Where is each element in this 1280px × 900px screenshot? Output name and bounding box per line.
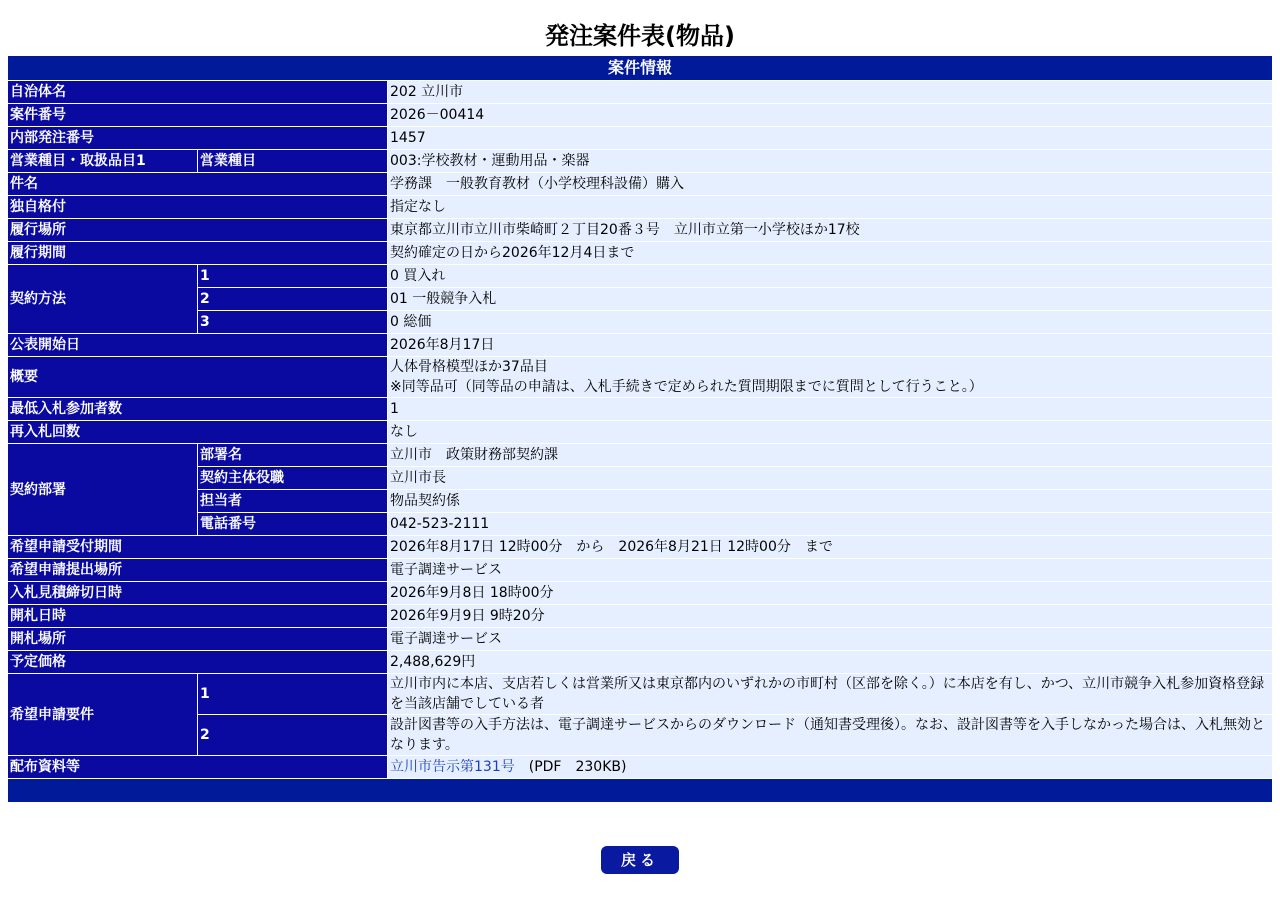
busho-value-3: 物品契約係 <box>388 490 1273 513</box>
value-jichitai: 202 立川市 <box>388 81 1273 104</box>
label-jichitai: 自治体名 <box>8 81 388 104</box>
value-gaiyo <box>388 357 1273 398</box>
label-kaisatsu-place: 開札場所 <box>8 628 388 651</box>
label-busho: 契約部署 <box>8 444 198 536</box>
busho-sub-1: 部署名 <box>198 444 388 467</box>
value-uketsuke: 2026年8月17日 12時00分 から 2026年8月21日 12時00分 まで <box>388 536 1273 559</box>
section-header: 案件情報 <box>8 56 1273 81</box>
label-anken-no: 案件番号 <box>8 104 388 127</box>
label-eigyo: 営業種目・取扱品目1 <box>8 150 198 173</box>
haifu-document-link[interactable]: 立川市告示第131号 <box>390 759 515 775</box>
label-teishutsu: 希望申請提出場所 <box>8 559 388 582</box>
value-kaisatsu-place: 電子調達サービス <box>388 628 1273 651</box>
haifu-file-info: (PDF 230KB) <box>514 759 627 775</box>
busho-sub-2: 契約主体役職 <box>198 467 388 490</box>
back-button[interactable]: 戻る <box>601 846 679 874</box>
label-yoken: 希望申請要件 <box>8 674 198 756</box>
yoken-no-2: 2 <box>198 715 388 756</box>
page-title: 発注案件表(物品) <box>545 22 735 50</box>
value-anken-no: 2026－00414 <box>388 104 1273 127</box>
value-teishutsu: 電子調達サービス <box>388 559 1273 582</box>
value-eigyo: 003:学校教材・運動用品・楽器 <box>388 150 1273 173</box>
busho-sub-4: 電話番号 <box>198 513 388 536</box>
label-yotei: 予定価格 <box>8 651 388 674</box>
busho-value-2: 立川市長 <box>388 467 1273 490</box>
value-naibu-no: 1457 <box>388 127 1273 150</box>
label-kikan: 履行期間 <box>8 242 388 265</box>
label-gaiyo: 概要 <box>8 357 388 398</box>
hoho-value-2: 01 一般競争入札 <box>388 288 1273 311</box>
label-basho: 履行場所 <box>8 219 388 242</box>
hoho-no-3: 3 <box>198 311 388 334</box>
value-kaisatsu-dt: 2026年9月9日 9時20分 <box>388 605 1273 628</box>
yoken-no-1: 1 <box>198 674 388 715</box>
label-saitei: 最低入札参加者数 <box>8 398 388 421</box>
case-info-table <box>7 55 1273 803</box>
label-uketsuke: 希望申請受付期間 <box>8 536 388 559</box>
yoken-value-2: 設計図書等の入手方法は、電子調達サービスからのダウンロード（通知書受理後）。なお、設計図書等を入手しなかった場合は、入札無効となります。 <box>388 715 1273 756</box>
value-sainyu: なし <box>388 421 1273 444</box>
table-footer-bar <box>8 779 1273 803</box>
busho-value-1: 立川市 政策財務部契約課 <box>388 444 1273 467</box>
label-dokuji: 独自格付 <box>8 196 388 219</box>
value-haifu <box>388 756 1273 779</box>
label-kaisatsu-dt: 開札日時 <box>8 605 388 628</box>
value-saitei: 1 <box>388 398 1273 421</box>
value-yotei: 2,488,629円 <box>388 651 1273 674</box>
label-haifu: 配布資料等 <box>8 756 388 779</box>
value-kikan: 契約確定の日から2026年12月4日まで <box>388 242 1273 265</box>
busho-value-4: 042-523-2111 <box>388 513 1273 536</box>
gaiyo-line-2: ※同等品可（同等品の申請は、入札手続きで定められた質問期限までに質問として行うこと。） <box>390 379 983 395</box>
label-naibu-no: 内部発注番号 <box>8 127 388 150</box>
value-kohyo: 2026年8月17日 <box>388 334 1273 357</box>
label-sainyu: 再入札回数 <box>8 421 388 444</box>
label-kohyo: 公表開始日 <box>8 334 388 357</box>
gaiyo-line-1: 人体骨格模型ほか37品目 <box>390 359 548 375</box>
hoho-no-2: 2 <box>198 288 388 311</box>
busho-sub-3: 担当者 <box>198 490 388 513</box>
value-shimekiri: 2026年9月8日 18時00分 <box>388 582 1273 605</box>
hoho-no-1: 1 <box>198 265 388 288</box>
value-kenmei: 学務課 一般教育教材（小学校理科設備）購入 <box>388 173 1273 196</box>
sublabel-eigyo: 営業種目 <box>198 150 388 173</box>
value-basho: 東京都立川市立川市柴崎町２丁目20番３号 立川市立第一小学校ほか17校 <box>388 219 1273 242</box>
label-hoho: 契約方法 <box>8 265 198 334</box>
yoken-value-1: 立川市内に本店、支店若しくは営業所又は東京都内のいずれかの市町村（区部を除く。）に本店を有し、かつ、立川市競争入札参加資格登録を当該店舗でしている者 <box>388 674 1273 715</box>
label-shimekiri: 入札見積締切日時 <box>8 582 388 605</box>
value-dokuji: 指定なし <box>388 196 1273 219</box>
hoho-value-1: 0 買入れ <box>388 265 1273 288</box>
label-kenmei: 件名 <box>8 173 388 196</box>
hoho-value-3: 0 総価 <box>388 311 1273 334</box>
